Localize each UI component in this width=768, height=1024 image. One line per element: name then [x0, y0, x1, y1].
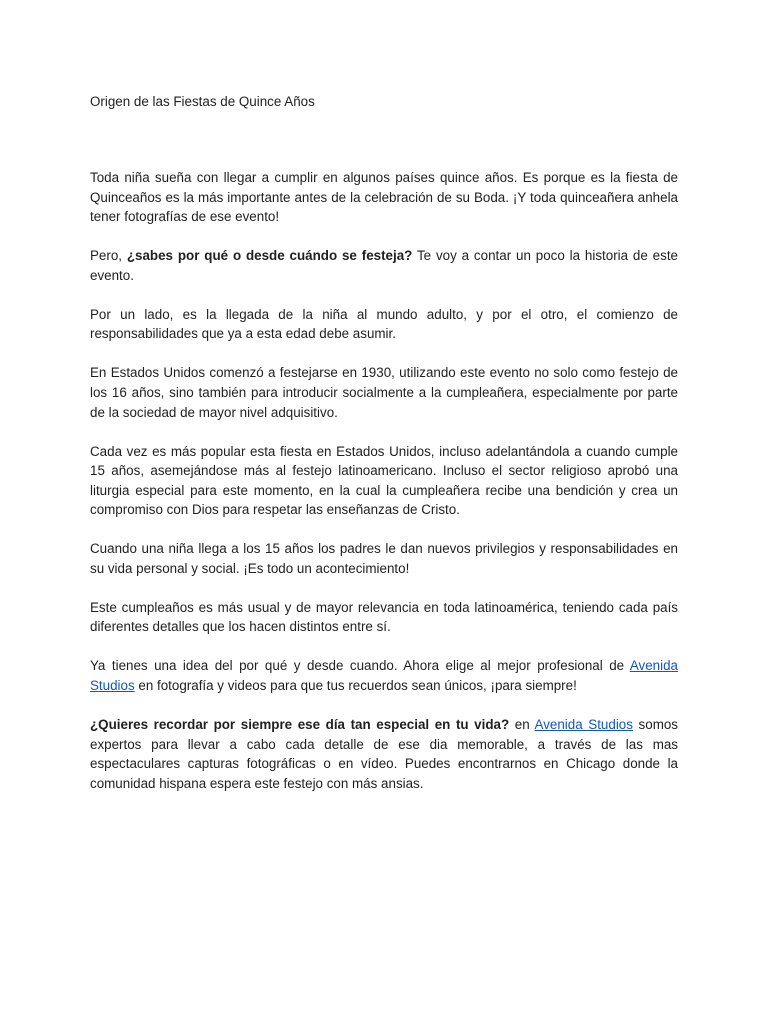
paragraph-privileges: Cuando una niña llega a los 15 años los padres le dan nuevos privilegios y responsabilidades en su vida personal y social. ¡Es todo un acontecimiento!: [90, 541, 678, 576]
paragraph-call-to-action: [90, 715, 678, 793]
paragraph-call-to-action-mid: en: [509, 717, 535, 732]
avenida-studios-link[interactable]: Avenida Studios: [90, 658, 678, 694]
paragraph-choose-studio: [90, 656, 678, 695]
paragraph-call-to-action-bold: ¿Quieres recordar por siempre ese día tan especial en tu vida?: [90, 717, 510, 732]
paragraph-call-to-action-rest: somos expertos para llevar a cabo cada detalle de ese dia memorable, a través de las mas espectaculares capturas fotográficas o en vídeo. Puedes encontrarnos en Chicago donde la comunidad hispana espera este festejo con más ansias.: [90, 717, 678, 791]
paragraph-popularity: Cada vez es más popular esta fiesta en Estados Unidos, incluso adelantándola a cuando cumple 15 años, asemejándose más al festejo latinoamericano. Incluso el sector religioso aprobó una liturgia especial para este momento, en la cual la cumpleañera recibe una bendición y crea un compromiso con Dios para respetar las enseñanzas de Cristo.: [90, 443, 678, 518]
paragraph-usa-history: En Estados Unidos comenzó a festejarse en 1930, utilizando este evento no solo como festejo de los 16 años, sino también para introducir socialmente a la cumpleañera, especialmente por parte de la sociedad de mayor nivel adquisitivo.: [90, 365, 678, 420]
paragraph-question: [90, 246, 678, 285]
paragraph-intro: Toda niña sueña con llegar a cumplir en algunos países quince años. Es porque es la fiesta de Quinceaños es la más importante antes de la celebración de su Boda. ¡Y toda quinceañera anhela tener fotografías de ese evento!: [90, 170, 678, 225]
paragraph-question-rest: Te voy a contar un poco la historia de este evento.: [90, 248, 678, 283]
paragraph-meaning: Por un lado, es la llegada de la niña al mundo adulto, y por el otro, el comienzo de responsabilidades que ya a esta edad debe asumir.: [90, 306, 678, 342]
paragraph-question-bold: ¿sabes por qué o desde cuándo se festeja?: [126, 248, 413, 264]
document-body: [90, 168, 678, 813]
page-title: Origen de las Fiestas de Quince Años: [90, 94, 315, 109]
paragraph-latin-america: Este cumpleaños es más usual y de mayor relevancia en toda latinoamérica, teniendo cada país diferentes detalles que los hacen distintos entre sí.: [90, 599, 678, 635]
avenida-studios-link-2[interactable]: Avenida Studios: [534, 717, 633, 732]
paragraph-choose-studio-lead: Ya tienes una idea del por qué y desde cuando. Ahora elige al mejor profesional de: [90, 658, 630, 674]
paragraph-choose-studio-rest: en fotografía y videos para que tus recuerdos sean únicos, ¡para siempre!: [134, 678, 577, 694]
paragraph-question-lead: Pero,: [90, 248, 127, 264]
